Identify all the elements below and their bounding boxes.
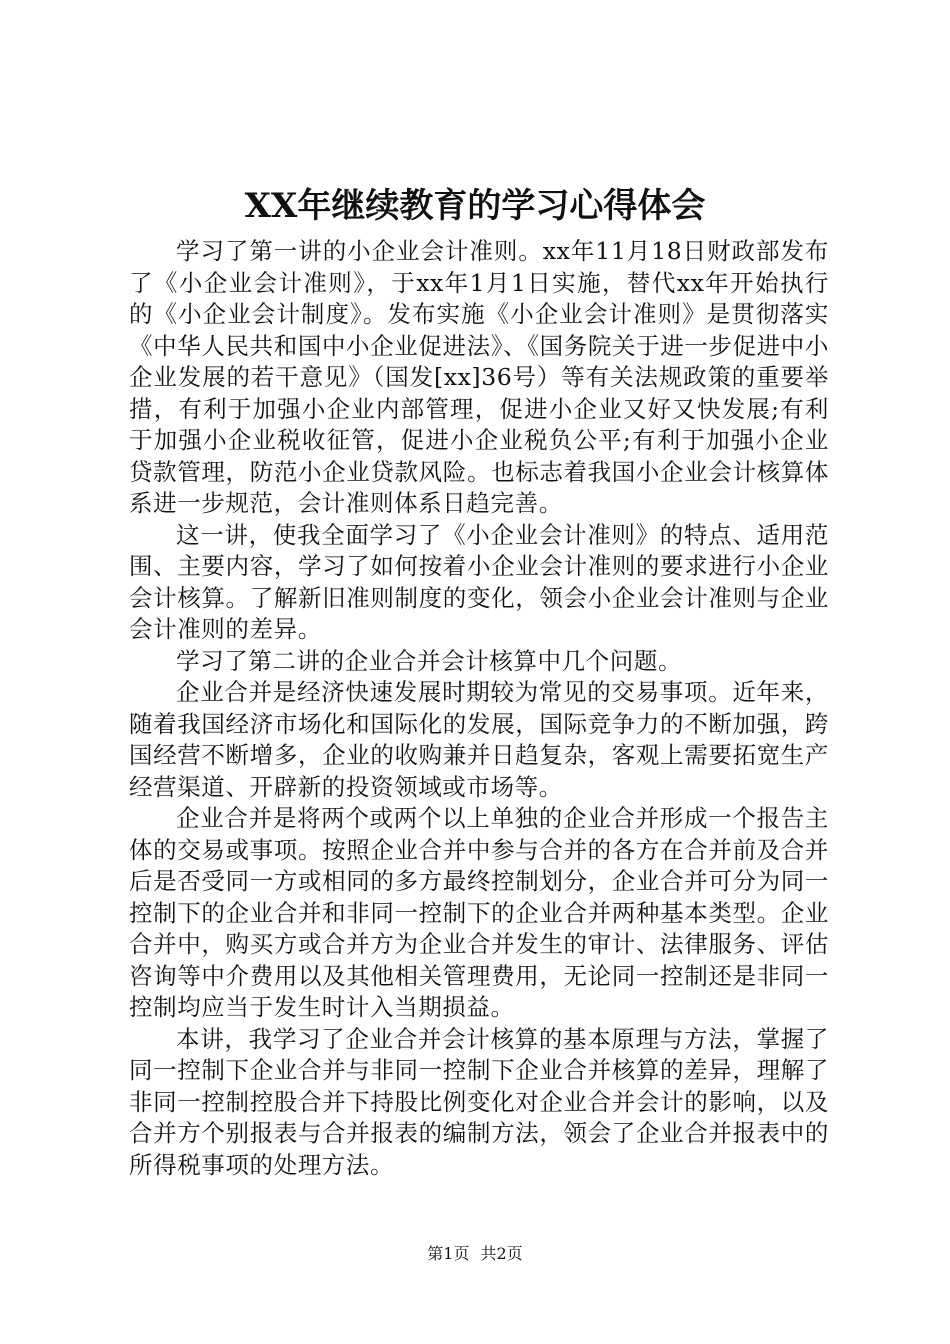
page-number: 第1页	[427, 1244, 470, 1263]
document-body	[129, 236, 829, 1181]
page-total: 共2页	[480, 1244, 523, 1263]
page-footer	[0, 1243, 950, 1265]
document-title: XX年继续教育的学习心得体会	[244, 186, 706, 226]
paragraph: 企业合并是将两个或两个以上单独的企业合并形成一个报告主体的交易或事项。按照企业合并中参与合并的各方在合并前及合并后是否受同一方或相同的多方最终控制划分，企业合并可分为同一控制下的企业合并和非同一控制下的企业合并两种基本类型。企业合并中，购买方或合并方为企业合并发生的审计、法律服务、评估咨询等中介费用以及其他相关管理费用，无论同一控制还是非同一控制均应当于发生时计入当期损益。	[129, 804, 829, 1021]
paragraph: 学习了第一讲的小企业会计准则。xx年11月18日财政部发布了《小企业会计准则》，于xx年1月1日实施，替代xx年开始执行的《小企业会计制度》。发布实施《小企业会计准则》是贯彻落实《中华人民共和国中小企业促进法》、《国务院关于进一步促进中小企业发展的若干意见》（国发[xx]36号）等有关法规政策的重要举措，有利于加强小企业内部管理，促进小企业又好又快发展;有利于加强小企业税收征管，促进小企业税负公平;有利于加强小企业贷款管理，防范小企业贷款风险。也标志着我国小企业会计核算体系进一步规范，会计准则体系日趋完善。	[129, 237, 829, 517]
paragraph: 学习了第二讲的企业合并会计核算中几个问题。	[176, 646, 683, 675]
paragraph: 企业合并是经济快速发展时期较为常见的交易事项。近年来，随着我国经济市场化和国际化的发展，国际竞争力的不断加强，跨国经营不断增多，企业的收购兼并日趋复杂，客观上需要拓宽生产经营渠道、开辟新的投资领域或市场等。	[129, 678, 829, 801]
paragraph: 这一讲，使我全面学习了《小企业会计准则》的特点、适用范围、主要内容，学习了如何按着小企业会计准则的要求进行小企业会计核算。了解新旧准则制度的变化，领会小企业会计准则与企业会计准则的差异。	[129, 520, 829, 643]
paragraph: 本讲，我学习了企业合并会计核算的基本原理与方法，掌握了同一控制下企业合并与非同一控制下企业合并核算的差异，理解了非同一控制控股合并下持股比例变化对企业合并会计的影响，以及合并方个别报表与合并报表的编制方法，领会了企业合并报表中的所得税事项的处理方法。	[129, 1024, 829, 1179]
